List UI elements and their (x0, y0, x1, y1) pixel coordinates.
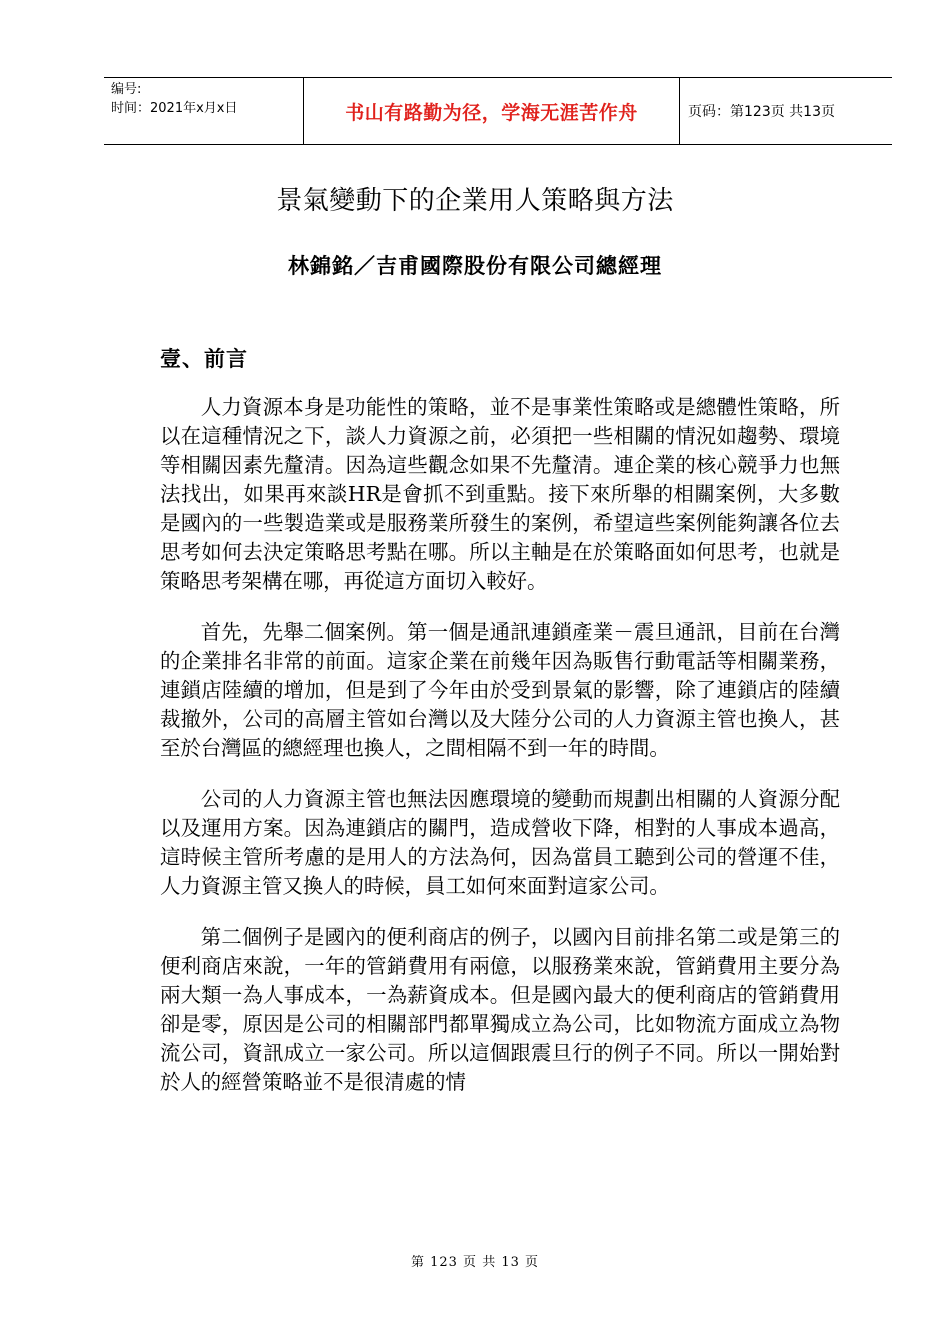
paragraph: 公司的人力資源主管也無法因應環境的變動而規劃出相關的人資源分配以及運用方案。因為連鎖店的關門，造成營收下降，相對的人事成本過高，這時候主管所考慮的是用人的方法為何，因為當員工聽到公司的營運不佳，人力資源主管又換人的時候，員工如何來面對這家公司。 (160, 787, 840, 898)
section-heading: 壹、前言 (160, 347, 248, 371)
paragraph: 人力資源本身是功能性的策略，並不是事業性策略或是總體性策略，所以在這種情況之下，談人力資源之前，必須把一些相關的情況如趨勢、環境等相關因素先釐清。因為這些觀念如果不先釐清。連企業的核心競爭力也無法找出，如果再來談HR是會抓不到重點。接下來所舉的相關案例，大多數是國內的一些製造業或是服務業所發生的案例，希望這些案例能夠讓各位去思考如何去決定策略思考點在哪。所以主軸是在於策略面如何思考，也就是策略思考架構在哪，再從這方面切入較好。 (160, 395, 840, 593)
page-info: 页码：第123页 共13页 (688, 104, 835, 120)
header-meta-cell (104, 78, 304, 144)
paragraph: 第二個例子是國內的便利商店的例子，以國內目前排名第二或是第三的便利商店來說，一年的管銷費用有兩億，以服務業來說，管銷費用主要分為兩大類一為人事成本，一為薪資成本。但是國內最大的便利商店的管銷費用卻是零，原因是公司的相關部門都單獨成立為公司，比如物流方面成立為物流公司，資訊成立一家公司。所以這個跟震旦行的例子不同。所以一開始對於人的經營策略並不是很清處的情 (160, 925, 840, 1094)
date-line: 时间：2021年x月x日 (111, 101, 238, 116)
paragraph: 首先，先舉二個案例。第一個是通訊連鎖產業－震旦通訊，目前在台灣的企業排名非常的前面。這家企業在前幾年因為販售行動電話等相關業務，連鎖店陸續的增加，但是到了今年由於受到景氣的影響，除了連鎖店的陸續裁撤外，公司的高層主管如台灣以及大陸分公司的人力資源主管也換人，甚至於台灣區的總經理也換人，之間相隔不到一年的時間。 (160, 620, 840, 760)
header-motto-cell (304, 78, 680, 144)
page-title: 景氣變動下的企業用人策略與方法 (276, 186, 674, 216)
header-page-cell (680, 78, 892, 144)
motto-text: 书山有路勤为径，学海无涯苦作舟 (345, 101, 638, 124)
serial-label: 编号: (111, 82, 142, 97)
body-text (160, 393, 840, 1119)
page-footer: 第 123 页 共 13 页 (410, 1255, 540, 1270)
header-table (104, 77, 892, 145)
author-line: 林錦銘／吉甫國際股份有限公司總經理 (288, 254, 662, 278)
